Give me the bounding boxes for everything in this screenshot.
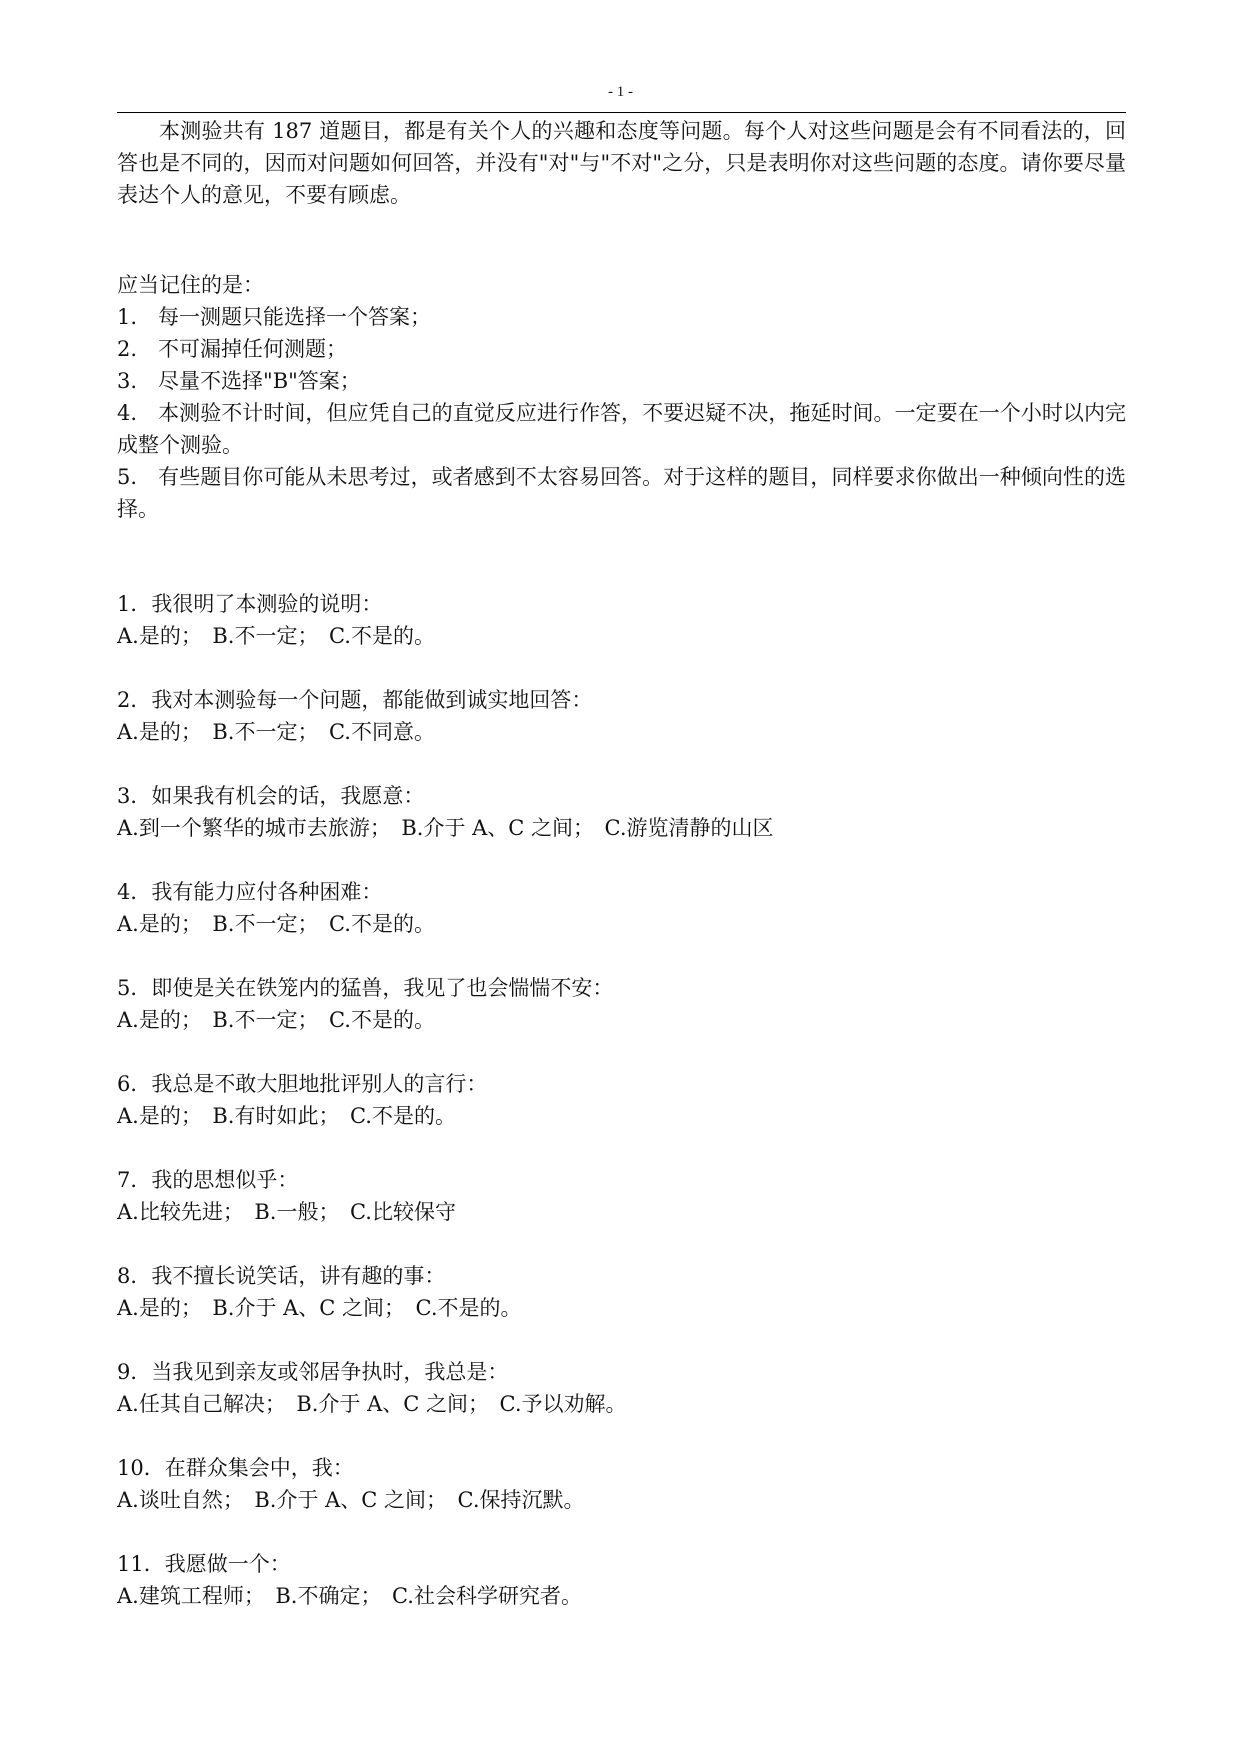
instruction-item: 1. 每一测题只能选择一个答案； <box>117 305 432 329</box>
question-text: 2．我对本测验每一个问题，都能做到诚实地回答： <box>117 688 593 712</box>
header-rule <box>117 112 1126 113</box>
question-text: 8．我不擅长说笑话，讲有趣的事： <box>117 1264 446 1288</box>
question-item <box>117 1356 1126 1420</box>
question-text: 5．即使是关在铁笼内的猛兽，我见了也会惴惴不安： <box>117 976 614 1000</box>
question-text: 7．我的思想似乎： <box>117 1168 299 1192</box>
question-item <box>117 876 1126 940</box>
question-text: 9．当我见到亲友或邻居争执时，我总是： <box>117 1360 509 1384</box>
question-item <box>117 780 1126 844</box>
question-item <box>117 684 1126 748</box>
question-list <box>117 588 1126 1612</box>
instruction-item: 3. 尽量不选择"B"答案； <box>117 369 361 393</box>
question-options: A.到一个繁华的城市去旅游； B.介于 A、C 之间； C.游览清静的山区 <box>117 816 774 840</box>
question-options: A.比较先进； B.一般； C.比较保守 <box>117 1200 456 1224</box>
instruction-item: 4. 本测验不计时间，但应凭自己的直觉反应进行作答，不要迟疑不决，拖延时间。一定要在一个小时以内完成整个测验。 <box>117 401 1126 457</box>
question-text: 11．我愿做一个： <box>117 1552 291 1576</box>
question-options: A.是的； B.不一定； C.不同意。 <box>117 720 435 744</box>
question-item <box>117 1068 1126 1132</box>
question-item <box>117 972 1126 1036</box>
question-item <box>117 1452 1126 1516</box>
question-text: 10．在群众集会中，我： <box>117 1456 354 1480</box>
document-body <box>117 115 1126 1644</box>
question-options: A.谈吐自然； B.介于 A、C 之间； C.保持沉默。 <box>117 1488 585 1512</box>
instruction-item: 2. 不可漏掉任何测题； <box>117 337 348 361</box>
question-text: 4．我有能力应付各种困难： <box>117 880 383 904</box>
question-item <box>117 1548 1126 1612</box>
intro-paragraph: 本测验共有 187 道题目，都是有关个人的兴趣和态度等问题。每个人对这些问题是会有不同看法的，回答也是不同的，因而对问题如何回答，并没有"对"与"不对"之分，只是表明你对这些问题的态度。请你要尽量表达个人的意见，不要有顾虑。 <box>117 119 1126 207</box>
question-text: 3．如果我有机会的话，我愿意： <box>117 784 425 808</box>
page-number: - 1 - <box>608 84 633 100</box>
question-options: A.是的； B.不一定； C.不是的。 <box>117 912 435 936</box>
spacer <box>117 525 1126 588</box>
question-item <box>117 1164 1126 1228</box>
question-options: A.是的； B.介于 A、C 之间； C.不是的。 <box>117 1296 522 1320</box>
spacer <box>117 211 1126 269</box>
question-options: A.建筑工程师； B.不确定； C.社会科学研究者。 <box>117 1584 582 1608</box>
question-item <box>117 1260 1126 1324</box>
question-item <box>117 588 1126 652</box>
question-text: 6．我总是不敢大胆地批评别人的言行： <box>117 1072 488 1096</box>
question-text: 1．我很明了本测验的说明： <box>117 592 383 616</box>
instructions <box>117 269 1126 525</box>
question-options: A.任其自己解决； B.介于 A、C 之间； C.予以劝解。 <box>117 1392 627 1416</box>
instruction-item: 5. 有些题目你可能从未思考过，或者感到不太容易回答。对于这样的题目，同样要求你做出一种倾向性的选择。 <box>117 465 1126 521</box>
question-options: A.是的； B.有时如此； C.不是的。 <box>117 1104 456 1128</box>
question-options: A.是的； B.不一定； C.不是的。 <box>117 1008 435 1032</box>
instructions-heading: 应当记住的是： <box>117 273 264 297</box>
question-options: A.是的； B.不一定； C.不是的。 <box>117 624 435 648</box>
